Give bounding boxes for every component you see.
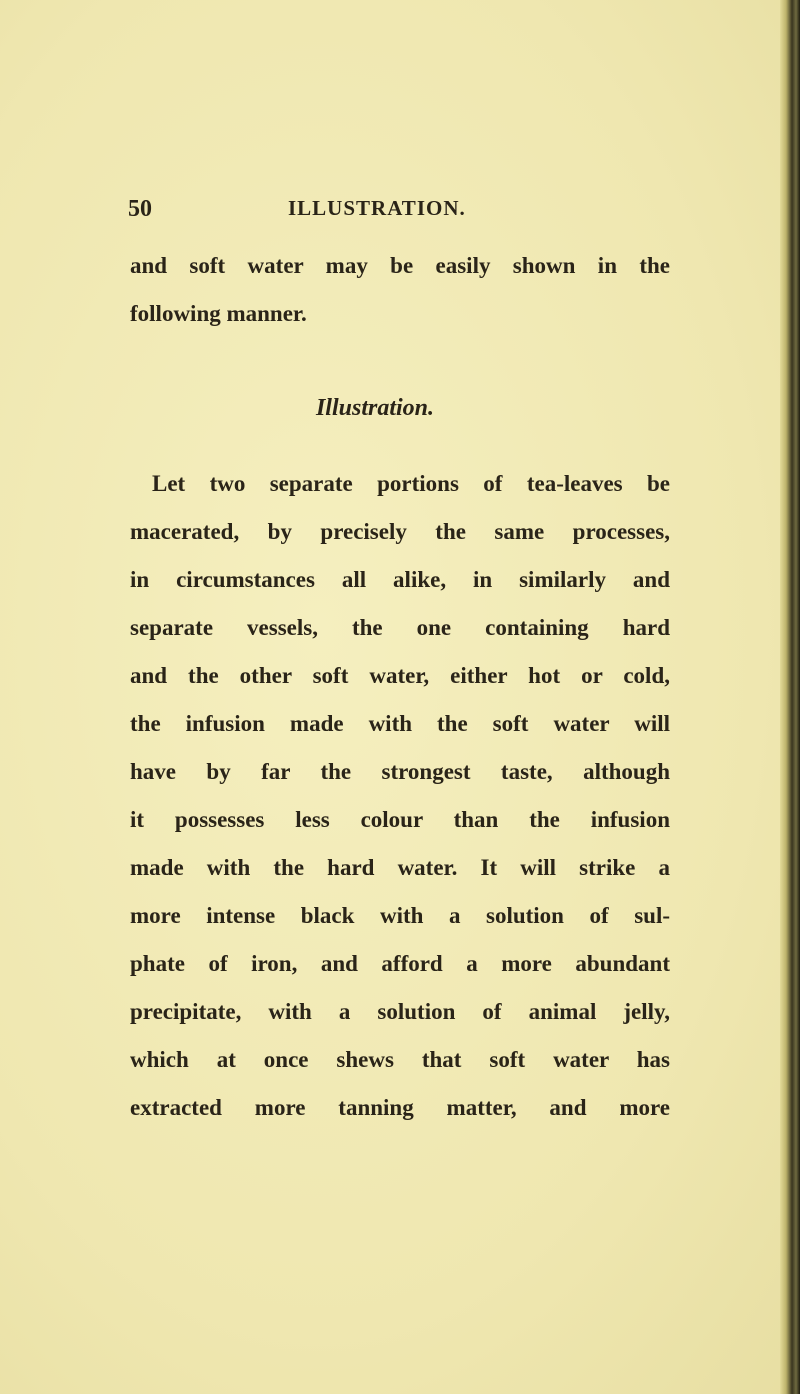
text-line: macerated, by precisely the same processes, xyxy=(130,519,670,544)
text-line: made with the hard water. It will strike a xyxy=(130,855,670,880)
page-number: 50 xyxy=(128,196,152,222)
page-edge xyxy=(780,0,800,1394)
running-title: ILLUSTRATION. xyxy=(288,196,466,220)
text-line: separate vessels, the one containing hard xyxy=(130,615,670,640)
text-line: and the other soft water, either hot or cold, xyxy=(130,663,670,688)
text-line: it possesses less colour than the infusion xyxy=(130,807,670,832)
text-line: more intense black with a solution of sul- xyxy=(130,903,670,928)
text-line: extracted more tanning matter, and more xyxy=(130,1095,670,1120)
section-heading: Illustration. xyxy=(315,395,435,421)
text-line: which at once shews that soft water has xyxy=(130,1047,670,1072)
text-line: the infusion made with the soft water will xyxy=(130,711,670,736)
text-line: in circumstances all alike, in similarly and xyxy=(130,567,670,592)
text-line: phate of iron, and afford a more abundant xyxy=(130,951,670,976)
page-header xyxy=(128,196,688,228)
body-text xyxy=(130,242,670,1132)
text-line: and soft water may be easily shown in the xyxy=(130,253,670,278)
text-line: precipitate, with a solution of animal jelly, xyxy=(130,999,670,1024)
text-line: following manner. xyxy=(130,301,307,326)
text-line: Let two separate portions of tea-leaves be xyxy=(152,471,670,496)
text-line: have by far the strongest taste, although xyxy=(130,759,670,784)
